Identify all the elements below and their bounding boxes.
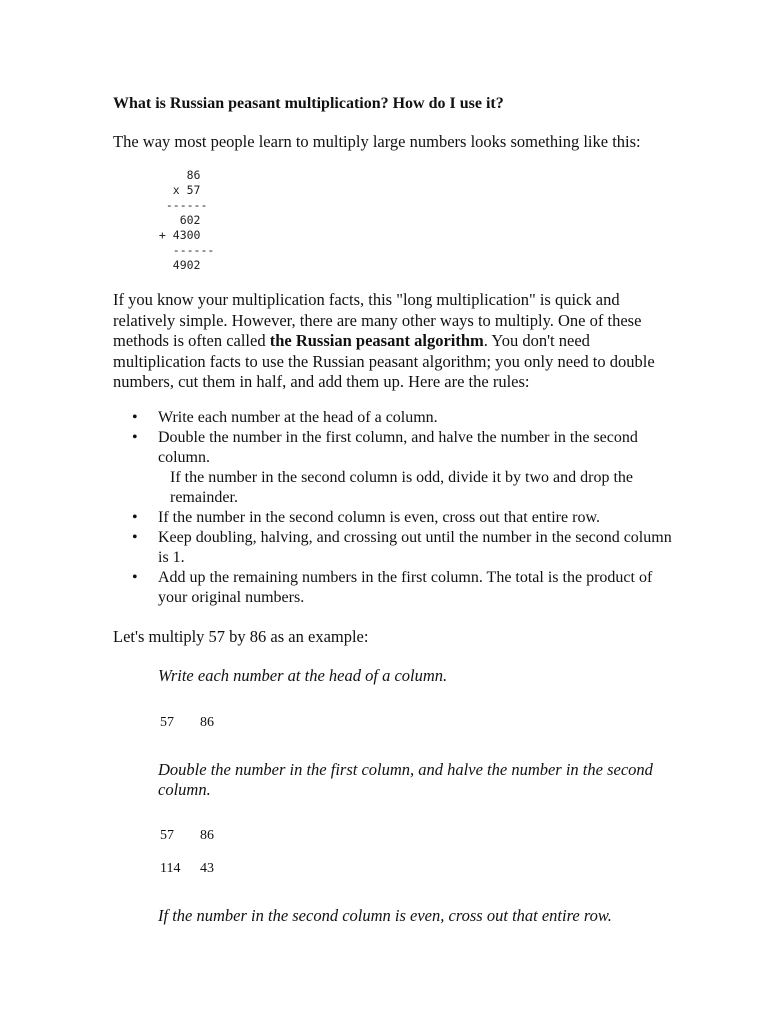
calc-line: ------	[152, 243, 215, 257]
bullet-icon: •	[132, 409, 138, 426]
algorithm-name: the Russian peasant algorithm	[269, 331, 484, 350]
step-instruction: Double the number in the first column, and halve the number in the second column.	[158, 760, 653, 799]
rule-text: Double the number in the first column, and halve the number in the second column.	[158, 429, 638, 466]
first-column-value: 57	[160, 828, 174, 843]
first-column-value: 57	[160, 715, 174, 730]
bullet-icon: •	[132, 429, 138, 446]
second-column-value: 86	[200, 715, 214, 730]
number-row	[160, 827, 214, 845]
rule-text: If the number in the second column is even, cross out that entire row.	[158, 509, 600, 526]
explanation-paragraph	[113, 290, 673, 393]
second-column-value: 43	[200, 861, 214, 876]
paragraph-text: . You don't need multiplication facts to use the Russian peasant algorithm; you only need to double numbers, cut them in half, and add them up. Here are the rules:	[113, 331, 655, 391]
intro-text: The way most people learn to multiply large numbers looks something like this:	[113, 132, 641, 151]
paragraph-text: If you know your multiplication facts, this "long multiplication" is quick and relatively simple. However, there are many other ways to multiply. One of these methods is often called	[113, 290, 642, 350]
example-intro: Let's multiply 57 by 86 as an example:	[113, 627, 369, 646]
rule-item	[113, 508, 673, 528]
article-heading: What is Russian peasant multiplication? How do I use it?	[113, 95, 504, 112]
second-column-value: 86	[200, 828, 214, 843]
rule-item	[113, 568, 673, 608]
number-row	[160, 714, 214, 732]
rule-text: Add up the remaining numbers in the first column. The total is the product of your original numbers.	[158, 569, 653, 606]
rule-text: Keep doubling, halving, and crossing out until the number in the second column is 1.	[158, 529, 672, 566]
number-row	[160, 860, 214, 878]
first-column-value: 114	[160, 861, 181, 876]
bullet-icon: •	[132, 529, 138, 546]
long-multiplication-example	[152, 168, 214, 273]
step-instruction: If the number in the second column is even, cross out that entire row.	[158, 906, 612, 925]
calc-line: ------	[152, 198, 208, 212]
rule-item	[113, 528, 673, 568]
calc-line: 86	[152, 168, 201, 182]
rule-item	[113, 408, 673, 428]
calc-line: + 4300	[152, 228, 201, 242]
rule-subtext: If the number in the second column is odd, divide it by two and drop the remainder.	[170, 469, 634, 506]
bullet-icon: •	[132, 509, 138, 526]
calc-line: 4902	[152, 258, 201, 272]
rule-item	[113, 428, 673, 508]
calc-line: x 57	[152, 183, 201, 197]
step-instruction: Write each number at the head of a column.	[158, 666, 448, 685]
rule-text: Write each number at the head of a column.	[158, 409, 438, 426]
calc-line: 602	[152, 213, 201, 227]
bullet-icon: •	[132, 569, 138, 586]
rules-list	[113, 408, 673, 608]
